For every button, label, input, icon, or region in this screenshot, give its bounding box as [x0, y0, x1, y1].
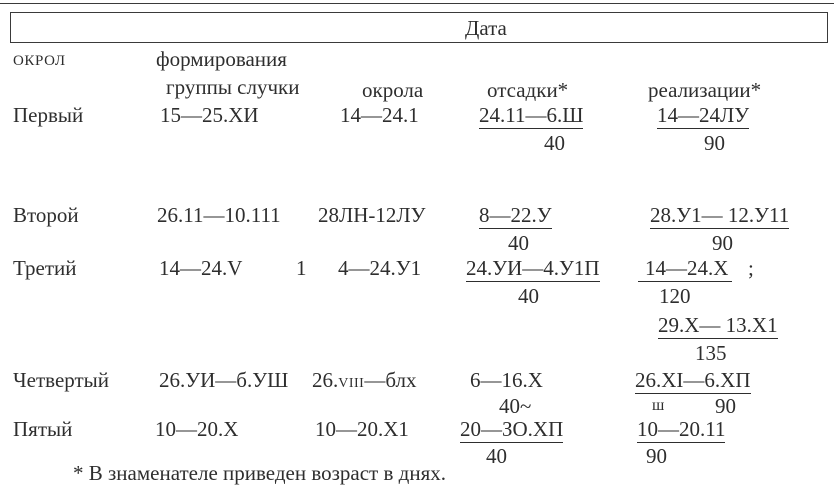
row-formation-date: 26.11—10.111 [157, 203, 281, 227]
col-header-okrola: окрола [362, 78, 424, 102]
row-realizatsiya-numerator: 26.XI—6.ХП [635, 368, 751, 394]
row-otsadka-numerator: 20—ЗО.ХП [460, 417, 563, 443]
row-okrol-date [312, 368, 417, 392]
row-realizatsiya-numerator: 10—20.11 [637, 417, 725, 443]
row-realizatsiya-denominator-prefix: ш [652, 397, 665, 414]
row-realizatsiya-denominator: 90 [715, 394, 736, 418]
row-realizatsiya-denominator: 90 [712, 231, 733, 255]
row-realizatsiya2-denominator: 135 [695, 341, 727, 365]
col-header-realizatsii: реализации* [648, 78, 762, 102]
okrol-date-prefix: 26. [312, 368, 339, 392]
table-title: Дата [465, 16, 507, 40]
row-otsadka-denominator: 40 [486, 444, 507, 468]
row-realizatsiya-numerator: 28.У1— 12.У11 [650, 203, 789, 229]
row-okrol-date: 10—20.Х1 [315, 417, 409, 441]
row-realizatsiya-numerator: 14—24.Х [638, 256, 732, 282]
okrol-date-suffix: —блх [364, 368, 417, 392]
row-otsadka-denominator: 40 [518, 284, 539, 308]
row-realizatsiya-suffix: ; [748, 256, 754, 280]
date-header-box [10, 12, 828, 43]
row-formation-date: 14—24.V [159, 256, 243, 280]
row-otsadka-numerator: 24.УИ—4.У1П [466, 256, 600, 282]
row-realizatsiya2-numerator: 29.Х— 13.Х1 [658, 313, 778, 339]
okrol-date-roman-numeral: VIII [338, 376, 365, 391]
row-label: Третий [13, 256, 77, 280]
col-header-okrol: ОКРОЛ [13, 53, 66, 69]
row-realizatsiya-denominator: 120 [659, 284, 691, 308]
col-header-otsadki: отсадки* [487, 78, 569, 102]
col-header-formation-line2: группы случки [166, 75, 300, 99]
row-otsadka-numerator: 24.11—6.Ш [479, 103, 583, 129]
row-label: Пятый [13, 417, 73, 441]
row-label: Первый [13, 103, 84, 127]
row-extra-digit: 1 [296, 256, 307, 280]
row-otsadka-denominator: 40~ [499, 394, 532, 418]
row-realizatsiya-denominator: 90 [704, 131, 725, 155]
row-otsadka-denominator: 40 [508, 231, 529, 255]
col-header-formation-line1: формирования [156, 47, 287, 71]
row-formation-date: 15—25.ХИ [160, 103, 259, 127]
row-okrol-date: 14—24.1 [340, 103, 419, 127]
row-realizatsiya-numerator: 14—24ЛУ [657, 103, 749, 129]
footnote: * В знаменателе приведен возраст в днях. [73, 461, 446, 485]
row-okrol-date: 4—24.У1 [338, 256, 422, 280]
row-label: Четвертый [13, 368, 110, 392]
row-label: Второй [13, 203, 79, 227]
row-realizatsiya-denominator: 90 [646, 444, 667, 468]
row-formation-date: 10—20.Х [155, 417, 239, 441]
table-top-rule [0, 3, 834, 4]
row-otsadka-denominator: 40 [544, 131, 565, 155]
row-otsadka-numerator: 8—22.У [479, 203, 552, 229]
row-otsadka-numerator: 6—16.Х [470, 368, 543, 392]
row-formation-date: 26.УИ—б.УШ [159, 368, 289, 392]
row-okrol-date: 28ЛН-12ЛУ [318, 203, 426, 227]
